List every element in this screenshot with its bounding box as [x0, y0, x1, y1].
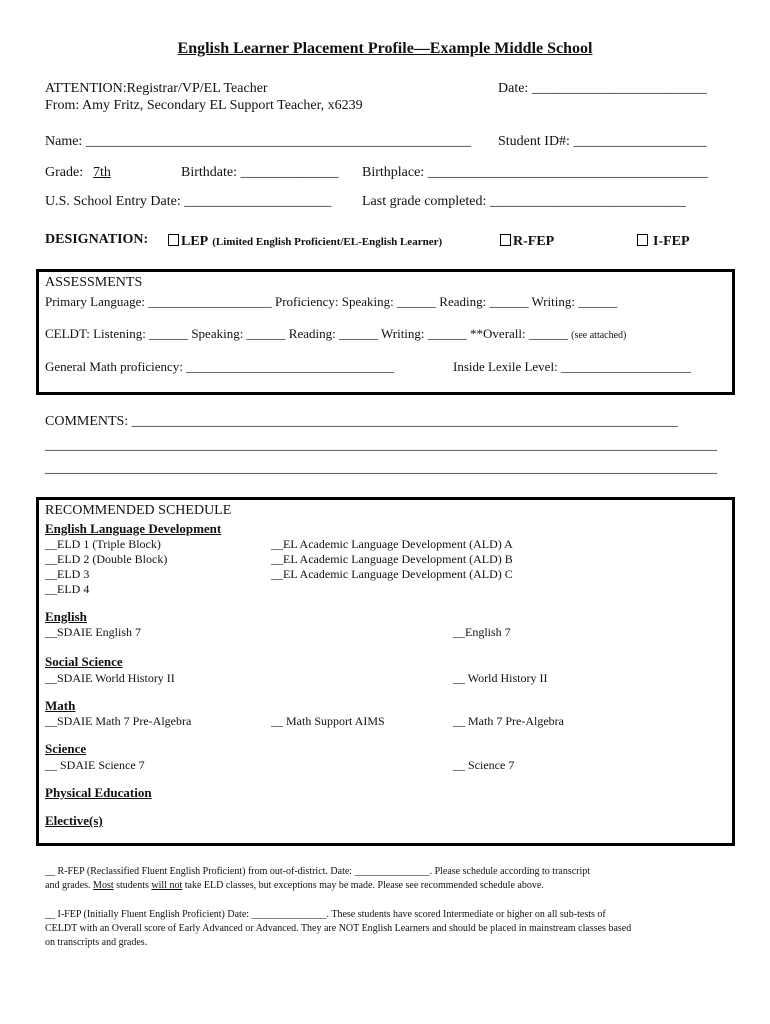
attention-line: ATTENTION:Registrar/VP/EL Teacher: [45, 81, 268, 96]
ifep-label: I-FEP: [653, 234, 690, 249]
rfep-note-most: Most: [93, 880, 114, 891]
ifep-note-line-2: CELDT with an Overall score of Early Advanced or Advanced. They are NOT English Learners and should be placed in mainstream classes based: [45, 923, 632, 934]
celdt-note: (see attached): [571, 330, 627, 341]
eld-item[interactable]: __ELD 3: [45, 567, 90, 581]
rfep-note-will-not: will not: [151, 880, 183, 891]
rfep-note-line-2: and grades. Most students will not take ELD classes, but exceptions may be made. Please see recommended schedule above.: [45, 880, 544, 891]
grade-label: Grade:: [45, 165, 84, 180]
ald-item[interactable]: __EL Academic Language Development (ALD) C: [271, 567, 513, 581]
ifep-note-line-1[interactable]: __ I-FEP (Initially Fluent English Proficient) Date: _______________. These students have scored Intermediate or higher on all sub-tests of: [45, 909, 606, 920]
english-heading: English: [45, 609, 87, 624]
from-line: From: Amy Fritz, Secondary EL Support Teacher, x6239: [45, 98, 363, 113]
ald-item[interactable]: __EL Academic Language Development (ALD) A: [271, 537, 513, 551]
sdaie-english-option[interactable]: __SDAIE English 7: [45, 625, 141, 639]
ifep-note-line-3: on transcripts and grades.: [45, 937, 148, 948]
schedule-heading: RECOMMENDED SCHEDULE: [45, 503, 232, 518]
grade-value[interactable]: 7th: [93, 165, 111, 180]
math-proficiency-field[interactable]: General Math proficiency: ________________________________: [45, 359, 395, 374]
designation-label: DESIGNATION:: [45, 232, 149, 247]
last-grade-field[interactable]: Last grade completed: ____________________________: [362, 194, 686, 209]
rfep-checkbox[interactable]: [500, 234, 511, 246]
science-heading: Science: [45, 741, 87, 756]
rfep-label: R-FEP: [513, 234, 555, 249]
math-support-option[interactable]: __ Math Support AIMS: [271, 714, 385, 728]
science-option[interactable]: __ Science 7: [453, 758, 515, 772]
math-heading: Math: [45, 698, 76, 713]
birthdate-field[interactable]: Birthdate: ______________: [181, 165, 339, 180]
lep-detail: (Limited English Proficient/EL-English Learner): [212, 236, 443, 248]
lep-checkbox[interactable]: [168, 234, 179, 246]
ald-item[interactable]: __EL Academic Language Development (ALD) B: [271, 552, 513, 566]
world-history-option[interactable]: __ World History II: [453, 671, 548, 685]
math-pre-algebra-option[interactable]: __ Math 7 Pre-Algebra: [453, 714, 564, 728]
ifep-checkbox[interactable]: [637, 234, 648, 246]
ifep-option[interactable]: [637, 232, 690, 250]
lep-option[interactable]: [168, 232, 442, 250]
comments-field[interactable]: COMMENTS: ______________________________________________________________________________: [45, 414, 678, 429]
us-entry-date-field[interactable]: U.S. School Entry Date: _____________________: [45, 194, 332, 209]
physical-education-heading: Physical Education: [45, 785, 152, 800]
birthplace-field[interactable]: Birthplace: ________________________________________: [362, 165, 708, 180]
page-title: English Learner Placement Profile—Example Middle School: [177, 40, 593, 57]
comments-line-3[interactable]: ________________________________________________________________________________________________: [45, 461, 717, 476]
assessments-heading: ASSESSMENTS: [45, 275, 143, 290]
name-field[interactable]: Name: _______________________________________________________: [45, 134, 471, 149]
rfep-note-line-1[interactable]: __ R-FEP (Reclassified Fluent English Proficient) from out-of-district. Date: _______________. Please schedule according to transcript: [45, 866, 591, 877]
date-field[interactable]: Date: _________________________: [498, 81, 707, 96]
social-science-heading: Social Science: [45, 654, 123, 669]
rfep-option[interactable]: [500, 232, 554, 250]
eld-item[interactable]: __ELD 4: [45, 582, 90, 596]
sdaie-science-option[interactable]: __ SDAIE Science 7: [45, 758, 145, 772]
eld-item[interactable]: __ELD 2 (Double Block): [45, 552, 168, 566]
celdt-scores[interactable]: CELDT: Listening: ______ Speaking: ______ Reading: ______ Writing: ______ **Overall: ______: [45, 326, 568, 341]
english-option[interactable]: __English 7: [453, 625, 511, 639]
eld-item[interactable]: __ELD 1 (Triple Block): [45, 537, 161, 551]
comments-line-2[interactable]: ________________________________________________________________________________________________: [45, 438, 717, 453]
sdaie-world-history-option[interactable]: __SDAIE World History II: [45, 671, 175, 685]
electives-heading: Elective(s): [45, 813, 103, 828]
student-id-field[interactable]: Student ID#: ___________________: [498, 134, 707, 149]
primary-language-line[interactable]: Primary Language: ___________________ Proficiency: Speaking: ______ Reading: ______ Writing: ______: [45, 294, 618, 309]
eld-heading: English Language Development: [45, 521, 222, 536]
lexile-field[interactable]: Inside Lexile Level: ____________________: [453, 359, 691, 374]
sdaie-math-option[interactable]: __SDAIE Math 7 Pre-Algebra: [45, 714, 192, 728]
lep-label: LEP: [181, 234, 209, 249]
celdt-line[interactable]: [45, 326, 626, 342]
